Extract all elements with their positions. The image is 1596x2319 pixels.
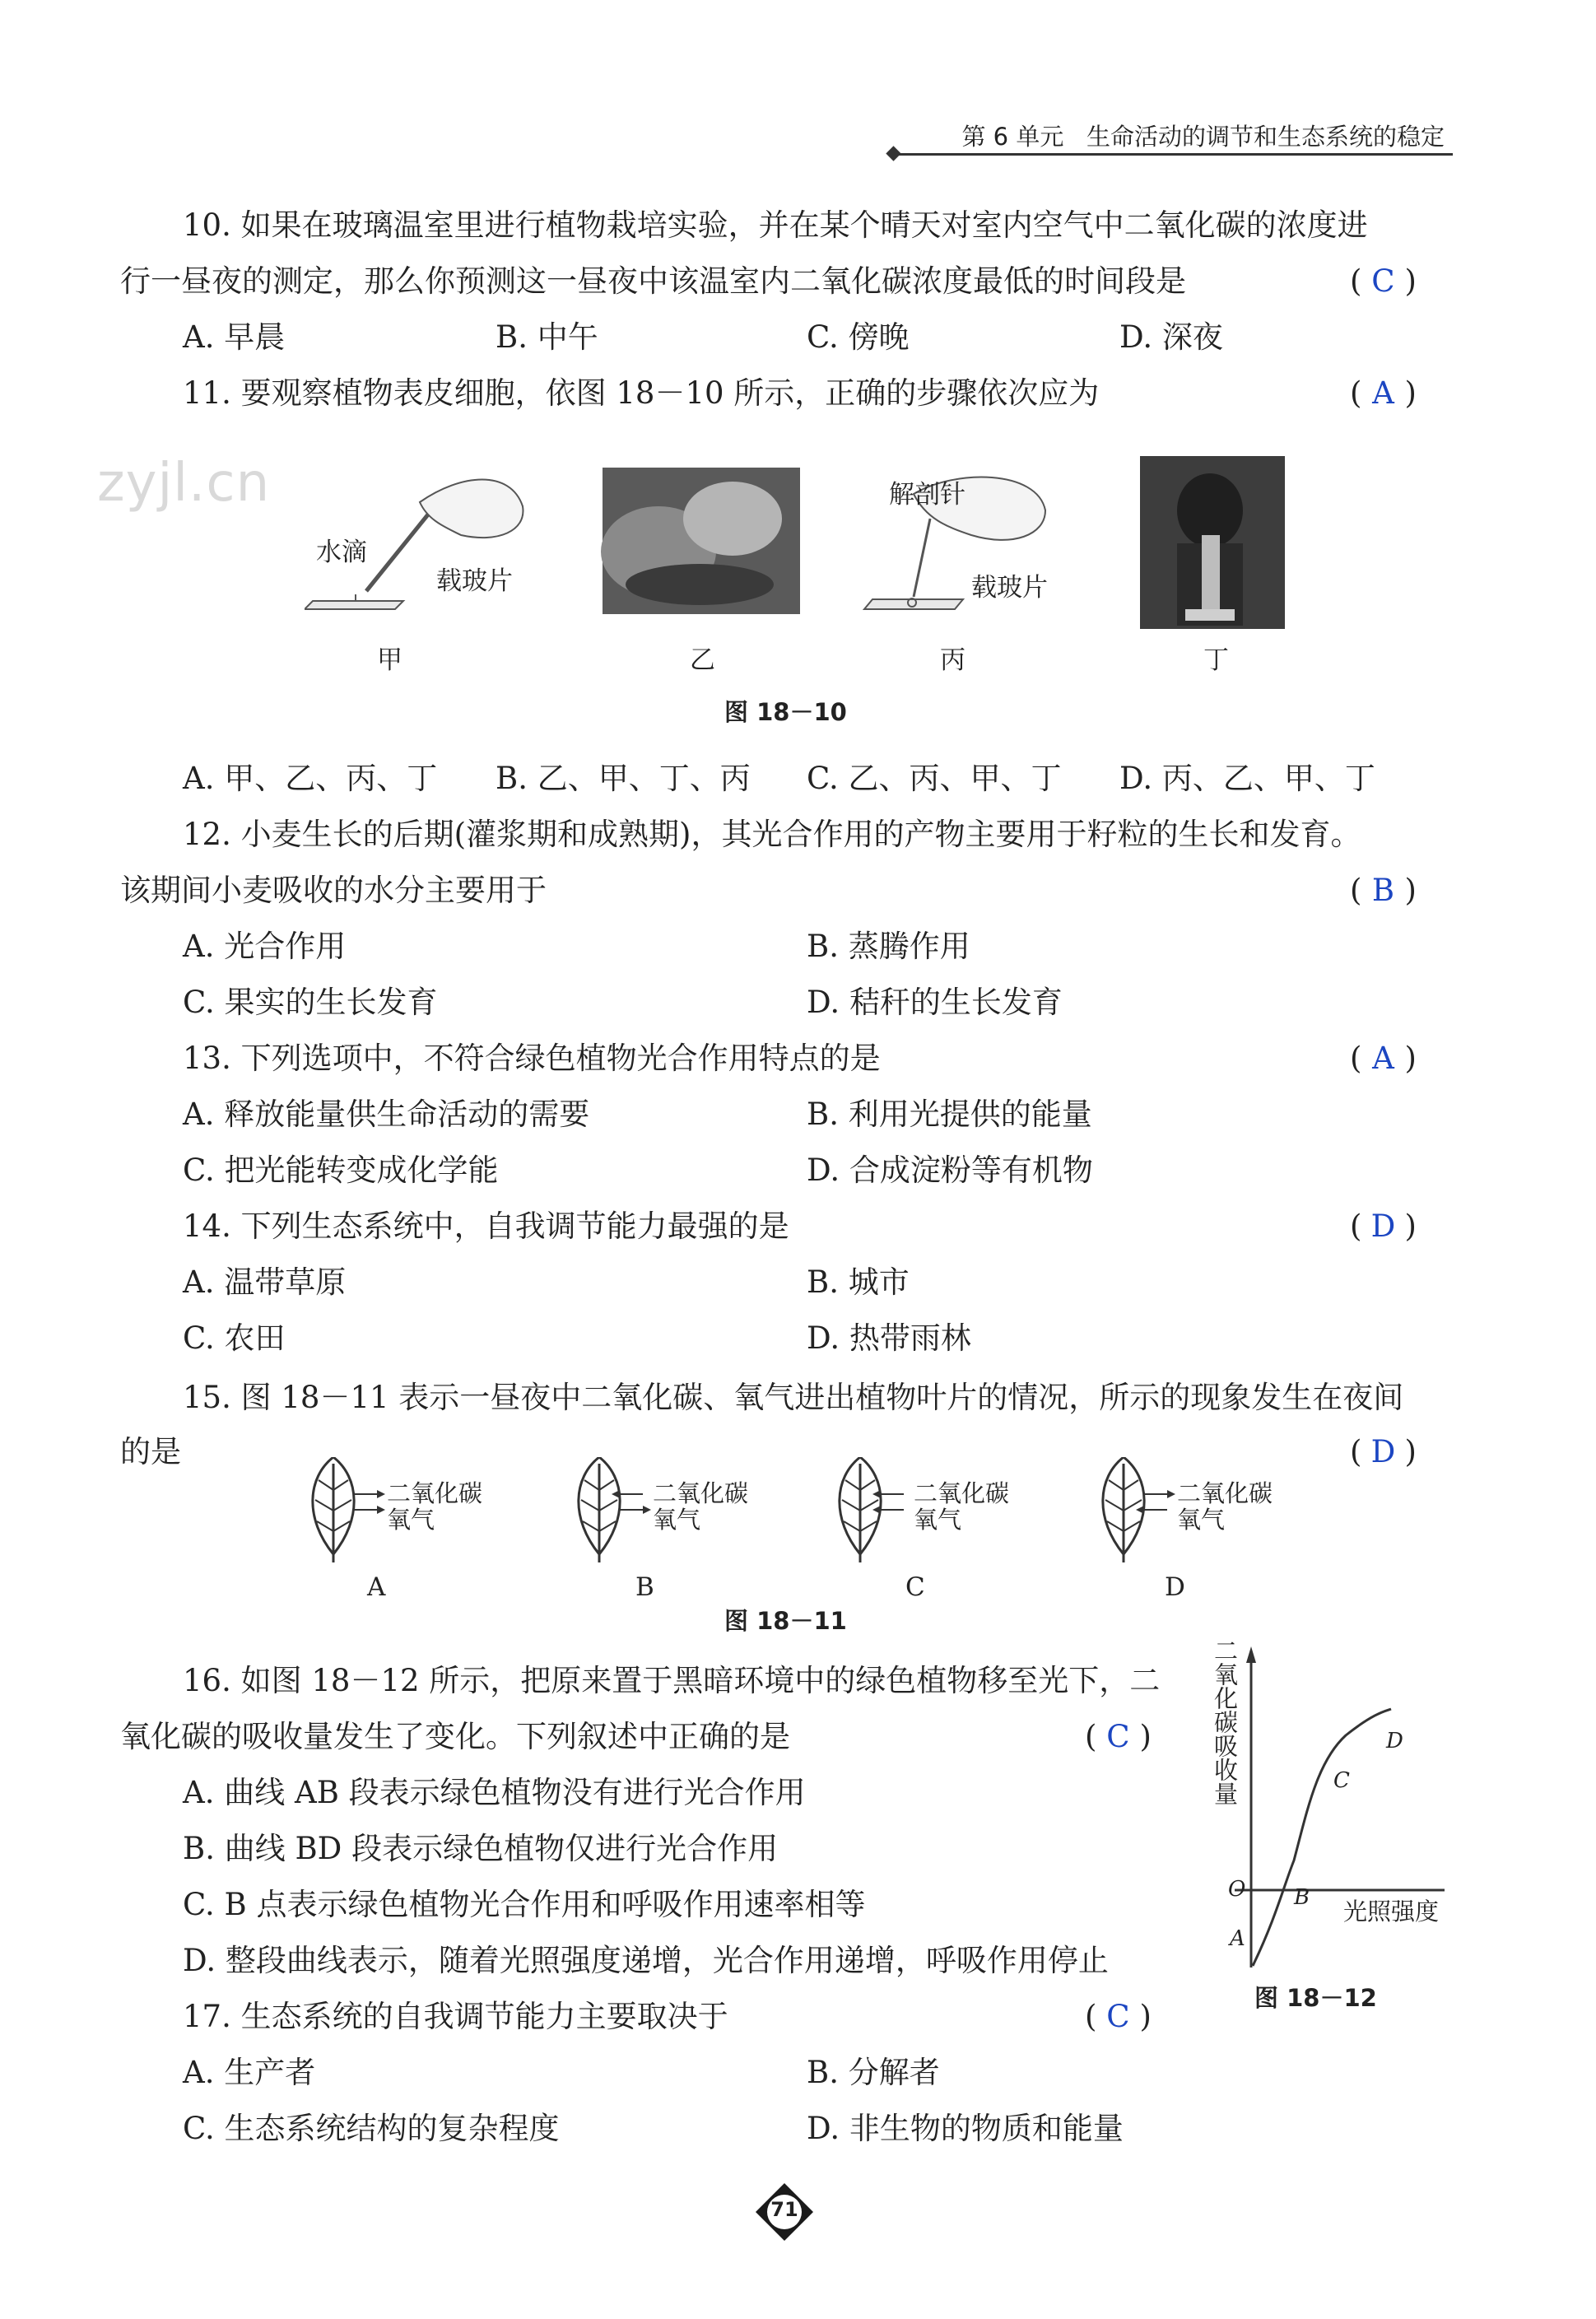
q12-option-c: C. 果实的生长发育 [183,985,438,1020]
q11-answer-value: A [1372,375,1394,411]
page-number-badge [756,2183,813,2241]
q12-answer-value: B [1371,873,1395,908]
leaf-label-c: C [905,1572,925,1602]
header-unit: 第 6 单元 [961,123,1064,151]
graph-point-b: B [1294,1885,1310,1910]
q16-option-c: C. B 点表示绿色植物光合作用和呼吸作用速率相等 [183,1887,866,1922]
graph-point-d: D [1386,1729,1403,1753]
q11-line1: 11. 要观察植物表皮细胞，依图 18－10 所示，正确的步骤依次应为 [183,375,1100,411]
q17-line1: 17. 生态系统的自我调节能力主要取决于 [183,1999,728,2034]
q16-line1: 16. 如图 18－12 所示，把原来置于黑暗环境中的绿色植物移至光下，二 [183,1663,1161,1698]
q11-option-a: A. 甲、乙、丙、丁 [183,761,438,796]
graph-point-c: C [1333,1768,1350,1793]
panel-label-yi: 乙 [690,645,715,675]
q17-answer: ( C ) [1085,1995,1152,2038]
label-slide-jia: 载玻片 [436,566,513,596]
panel-ding-photo [1140,456,1285,629]
label-dissecting-needle: 解剖针 [889,480,966,510]
q16-option-b: B. 曲线 BD 段表示绿色植物仅进行光合作用 [183,1831,779,1866]
header-rule [893,153,1453,156]
leaf-d-icon [1103,1457,1175,1562]
q14-option-b: B. 城市 [807,1264,910,1300]
panel-label-bing: 丙 [940,645,966,675]
q10-option-c: C. 傍晚 [807,319,910,355]
q11-option-d: D. 丙、乙、甲、丁 [1119,761,1375,796]
panel-label-ding: 丁 [1203,645,1229,675]
q15-answer: ( D ) [1350,1431,1417,1474]
q13-option-c: C. 把光能转变成化学能 [183,1153,499,1188]
leaf-b-o2: 氧气 [653,1506,701,1534]
q13-line1: 13. 下列选项中，不符合绿色植物光合作用特点的是 [183,1041,881,1076]
y-axis-arrow-icon [1246,1646,1256,1663]
leaf-d-co2: 二氧化碳 [1177,1479,1273,1507]
header-title: 生命活动的调节和生态系统的稳定 [1086,123,1445,151]
q16-answer-value: C [1106,1719,1130,1754]
q14-answer-value: D [1370,1208,1396,1244]
graph-xlabel: 光照强度 [1343,1898,1440,1926]
q14-answer: ( D ) [1350,1205,1417,1248]
q17-answer-value: C [1106,1999,1130,2034]
q14-option-c: C. 农田 [183,1320,286,1356]
q14-line1: 14. 下列生态系统中，自我调节能力最强的是 [183,1208,789,1244]
q10-line1: 10. 如果在玻璃温室里进行植物栽培实验，并在某个晴天对室内空气中二氧化碳的浓度进 [183,207,1368,243]
q16-option-d: D. 整段曲线表示，随着光照强度递增，光合作用递增，呼吸作用停止 [183,1943,1109,1978]
q12-option-b: B. 蒸腾作用 [807,929,970,964]
q11-option-c: C. 乙、丙、甲、丁 [807,761,1062,796]
leaf-label-b: B [635,1572,654,1602]
q16-answer: ( C ) [1085,1716,1152,1758]
figure-18-12-caption: 图 18－12 [1254,1984,1377,2012]
q12-line1: 12. 小麦生长的后期(灌浆期和成熟期)，其光合作用的产物主要用于籽粒的生长和发育。 [183,817,1361,852]
q14-option-a: A. 温带草原 [183,1264,347,1300]
q10-line2: 行一昼夜的测定，那么你预测这一昼夜中该温室内二氧化碳浓度最低的时间段是 [120,263,1186,299]
leaf-a-icon [313,1457,385,1562]
leaf-label-d: D [1165,1572,1185,1602]
panel-label-jia: 甲 [377,645,402,675]
figure-18-11 [296,1457,1284,1564]
q15-answer-value: D [1370,1434,1396,1469]
q10-answer-value: C [1371,263,1395,299]
leaf-d-o2: 氧气 [1177,1506,1226,1534]
q12-line2: 该期间小麦吸收的水分主要用于 [120,873,547,908]
co2-uptake-curve [1253,1709,1391,1966]
q14-option-d: D. 热带雨林 [807,1320,971,1356]
q12-answer: ( B ) [1350,869,1417,912]
graph-ylabel: 二氧化碳吸收量 [1211,1638,1239,1805]
watermark: zyjl.cn [97,453,271,514]
q13-option-d: D. 合成淀粉等有机物 [807,1153,1093,1188]
q10-option-b: B. 中午 [496,319,598,355]
leaf-b-icon [579,1457,651,1562]
label-water-drop: 水滴 [316,538,367,567]
leaf-a-o2: 氧气 [387,1506,435,1534]
q10-answer: ( C ) [1350,260,1417,303]
q13-option-a: A. 释放能量供生命活动的需要 [183,1097,590,1132]
q10-option-a: A. 早晨 [183,319,286,355]
q17-option-d: D. 非生物的物质和能量 [807,2111,1124,2146]
panel-yi-photo [601,468,800,614]
header-text [961,119,1445,152]
header-diamond-icon [886,146,900,161]
label-slide-bing: 载玻片 [971,573,1048,603]
q15-line1: 15. 图 18－11 表示一昼夜中二氧化碳、氧气进出植物叶片的情况，所示的现象发生在夜间 [183,1380,1404,1415]
q15-line2: 的是 [120,1434,181,1469]
leaf-a-co2: 二氧化碳 [387,1479,483,1507]
q13-option-b: B. 利用光提供的能量 [807,1097,1092,1132]
q11-option-b: B. 乙、甲、丁、丙 [496,761,751,796]
leaf-label-a: A [367,1572,386,1602]
q12-option-d: D. 秸秆的生长发育 [807,985,1063,1020]
leaf-c-o2: 氧气 [914,1506,962,1534]
q12-option-a: A. 光合作用 [183,929,347,964]
figure-18-10-caption: 图 18－10 [724,698,847,726]
running-header [893,112,1453,161]
leaf-c-icon [840,1457,904,1562]
leaf-c-co2: 二氧化碳 [914,1479,1010,1507]
q11-answer: ( A ) [1350,372,1417,415]
q16-line2: 氧化碳的吸收量发生了变化。下列叙述中正确的是 [120,1719,790,1754]
graph-origin: O [1228,1877,1246,1902]
figure-18-11-caption: 图 18－11 [724,1607,847,1635]
q16-option-a: A. 曲线 AB 段表示绿色植物没有进行光合作用 [183,1775,806,1810]
leaf-b-co2: 二氧化碳 [653,1479,749,1507]
q17-option-b: B. 分解者 [807,2055,940,2090]
figure-18-12-graph [1210,1638,1457,1984]
q17-option-a: A. 生产者 [183,2055,316,2090]
page-number: 71 [770,2198,798,2221]
graph-point-a: A [1230,1926,1245,1951]
q10-option-d: D. 深夜 [1119,319,1223,355]
q13-answer-value: A [1372,1041,1394,1076]
q17-option-c: C. 生态系统结构的复杂程度 [183,2111,560,2146]
q13-answer: ( A ) [1350,1037,1417,1080]
